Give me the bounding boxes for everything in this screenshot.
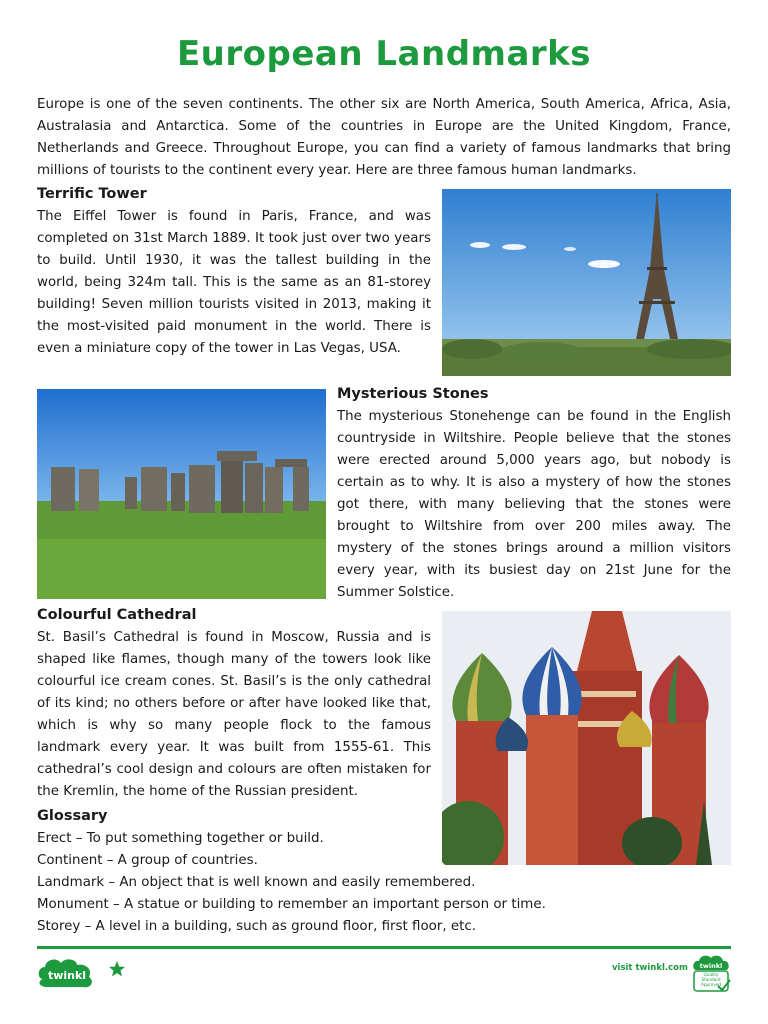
visit-website-link[interactable]: visit twinkl.com: [612, 963, 688, 973]
section-text-mysterious-stones: The mysterious Stonehenge can be found in the English countryside in Wiltshire. People believe that the stones were erected around 5,000 years ago, but nobody is certain as to why. It is also a mystery of how the stones got there, with many believing that the stones were brought to Wiltshire from over 200 miles away. The mystery of the stones brings around a million visitors every year, with its busiest day on 21st June for the Summer Solstice.: [337, 409, 731, 600]
stonehenge-photo: [37, 389, 326, 599]
glossary-item: Landmark – An object that is well known and easily remembered.: [37, 875, 476, 890]
intro-paragraph: Europe is one of the seven continents. The other six are North America, South America, Africa, Asia, Australasia and Antarctica. Some of the countries in Europe are the United Kingdom, France, Netherlands and Greece. Throughout Europe, you can find a variety of famous landmarks that bring millions of tourists to the continent every year. Here are three famous human landmarks.: [37, 97, 731, 178]
section-text-colourful-cathedral: St. Basil’s Cathedral is found in Moscow, Russia and is shaped like flames, though many of the towers look like colourful ice cream cones. St. Basil’s is the only cathedral of its kind; no others before or after have looked like that, which is why so many people flock to the famous landmark every year. It was built from 1555-61. This cathedral’s cool design and colours are often mistaken for the Kremlin, the home of the Russian president.: [37, 630, 431, 799]
section-heading-terrific-tower: Terrific Tower: [37, 186, 147, 202]
twinkl-logo[interactable]: [37, 955, 97, 989]
eiffel-tower-photo: [442, 189, 731, 376]
section-heading-mysterious-stones: Mysterious Stones: [337, 386, 489, 402]
st-basils-cathedral-photo: [442, 611, 731, 865]
logo-text: twinkl: [47, 969, 87, 982]
quality-standard-badge: [690, 952, 732, 994]
star-icon: [108, 960, 126, 978]
badge-text: Quality Standard Approved: [700, 972, 722, 987]
glossary-item: Erect – To put something together or build.: [37, 831, 324, 846]
page-title: European Landmarks: [176, 34, 592, 74]
section-heading-colourful-cathedral: Colourful Cathedral: [37, 607, 197, 623]
glossary-item: Monument – A statue or building to remember an important person or time.: [37, 897, 546, 912]
glossary-item: Storey – A level in a building, such as ground floor, first floor, etc.: [37, 919, 476, 934]
glossary-item: Continent – A group of countries.: [37, 853, 258, 868]
section-text-terrific-tower: The Eiffel Tower is found in Paris, France, and was completed on 31st March 1889. It took just over two years to build. Until 1930, it was the tallest building in the world, being 324m tall. This is the same as an 81-storey building! Seven million tourists visited in 2013, making it the most-visited paid monument in the world. There is even a miniature copy of the tower in Las Vegas, USA.: [37, 209, 431, 356]
badge-logo-text: twinkl: [699, 962, 723, 970]
glossary-heading: Glossary: [37, 808, 108, 824]
footer-divider: [37, 946, 731, 949]
